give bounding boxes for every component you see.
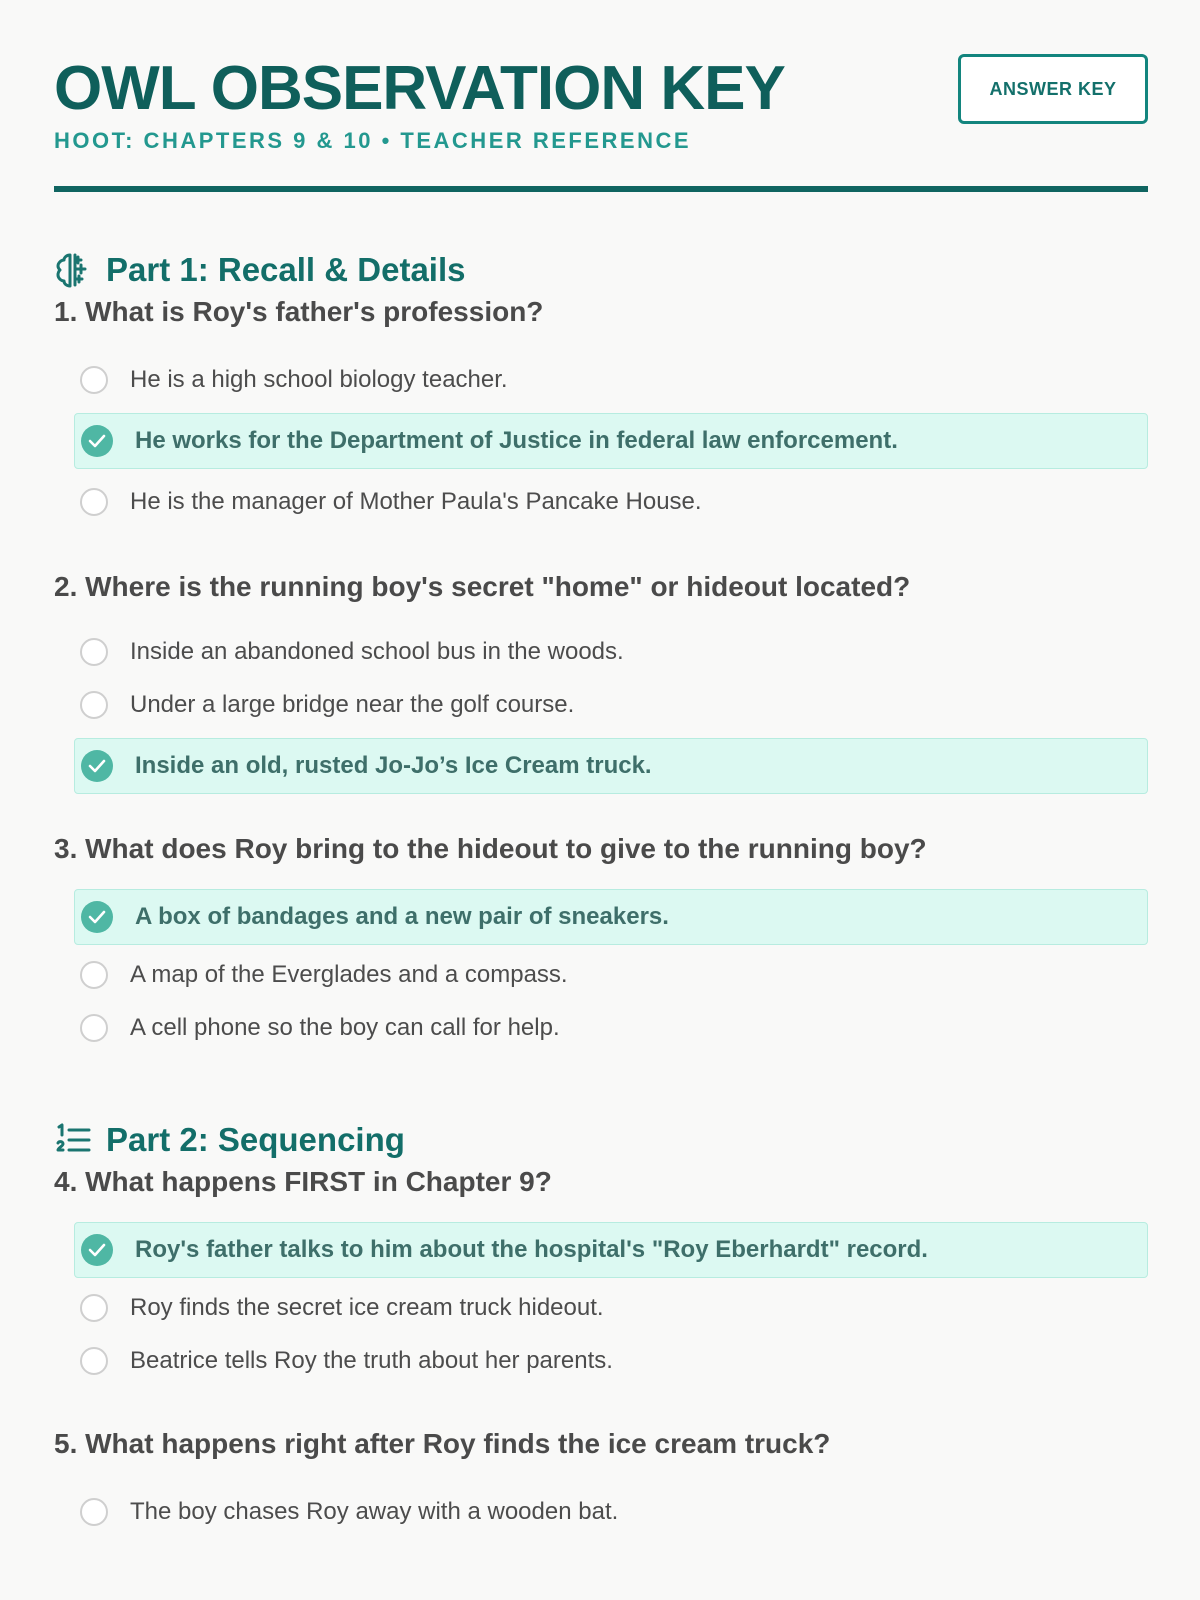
option-text: He works for the Department of Justice in federal law enforcement. — [135, 427, 898, 454]
radio-button[interactable] — [80, 691, 108, 719]
question-text: 2. Where is the running boy's secret "home" or hideout located? — [54, 571, 911, 602]
option-text: Roy's father talks to him about the hospital's "Roy Eberhardt" record. — [135, 1236, 928, 1263]
numbered-list-icon — [54, 1121, 92, 1159]
answer-option[interactable] — [54, 677, 1148, 733]
option-text: Inside an abandoned school bus in the woods. — [130, 638, 624, 665]
section-title: Part 1: Recall & Details — [106, 251, 466, 288]
answer-option[interactable] — [54, 1283, 1148, 1333]
radio-button[interactable] — [80, 488, 108, 516]
option-text: Roy finds the secret ice cream truck hideout. — [130, 1294, 604, 1321]
radio-button[interactable] — [80, 366, 108, 394]
question-5 — [54, 1424, 1148, 1540]
answer-options — [54, 352, 1148, 530]
question-text: 1. What is Roy's father's profession? — [54, 296, 544, 327]
radio-button[interactable] — [80, 1294, 108, 1322]
answer-option[interactable] — [54, 352, 1148, 408]
question-3 — [54, 829, 1148, 1056]
section-heading-part-2 — [54, 1118, 1148, 1162]
check-icon — [81, 1234, 113, 1266]
option-text: He is the manager of Mother Paula's Pancake House. — [130, 488, 702, 515]
radio-button[interactable] — [80, 1014, 108, 1042]
option-text: Beatrice tells Roy the truth about her parents. — [130, 1347, 613, 1374]
answer-options — [54, 1222, 1148, 1389]
radio-button[interactable] — [80, 1498, 108, 1526]
question-text: 3. What does Roy bring to the hideout to give to the running boy? — [54, 833, 927, 864]
answer-option[interactable] — [54, 627, 1148, 677]
page-title: OWL OBSERVATION KEY — [54, 54, 785, 123]
radio-button[interactable] — [80, 961, 108, 989]
question-2 — [54, 567, 1148, 794]
radio-button[interactable] — [80, 1347, 108, 1375]
section-heading-part-1 — [54, 248, 1148, 292]
question-text: 4. What happens FIRST in Chapter 9? — [54, 1166, 552, 1197]
section-title: Part 2: Sequencing — [106, 1121, 405, 1158]
answer-options — [54, 1484, 1148, 1540]
answer-option[interactable] — [54, 474, 1148, 530]
answer-options — [54, 627, 1148, 794]
page-header — [54, 0, 1148, 192]
page-subtitle: HOOT: CHAPTERS 9 & 10 • TEACHER REFERENCE — [54, 128, 692, 153]
radio-button[interactable] — [80, 638, 108, 666]
option-text: Inside an old, rusted Jo-Jo’s Ice Cream truck. — [135, 752, 652, 779]
answer-option-correct[interactable] — [74, 413, 1148, 469]
answer-option[interactable] — [54, 1484, 1148, 1540]
option-text: A map of the Everglades and a compass. — [130, 961, 568, 988]
option-text: A cell phone so the boy can call for help. — [130, 1014, 560, 1041]
option-text: The boy chases Roy away with a wooden bat. — [130, 1498, 619, 1525]
answer-option[interactable] — [54, 1333, 1148, 1389]
answer-key-badge: ANSWER KEY — [958, 54, 1148, 124]
brain-icon — [54, 251, 92, 289]
option-text: Under a large bridge near the golf course. — [130, 691, 575, 718]
option-text: He is a high school biology teacher. — [130, 366, 508, 393]
check-icon — [81, 425, 113, 457]
answer-option-correct[interactable] — [74, 738, 1148, 794]
answer-option[interactable] — [54, 1000, 1148, 1056]
answer-option-correct[interactable] — [74, 889, 1148, 945]
question-4 — [54, 1162, 1148, 1389]
check-icon — [81, 750, 113, 782]
question-1 — [54, 292, 1148, 530]
check-icon — [81, 901, 113, 933]
answer-options — [54, 889, 1148, 1056]
answer-option-correct[interactable] — [74, 1222, 1148, 1278]
answer-option[interactable] — [54, 950, 1148, 1000]
option-text: A box of bandages and a new pair of sneakers. — [135, 903, 669, 930]
question-text: 5. What happens right after Roy finds the ice cream truck? — [54, 1428, 831, 1459]
